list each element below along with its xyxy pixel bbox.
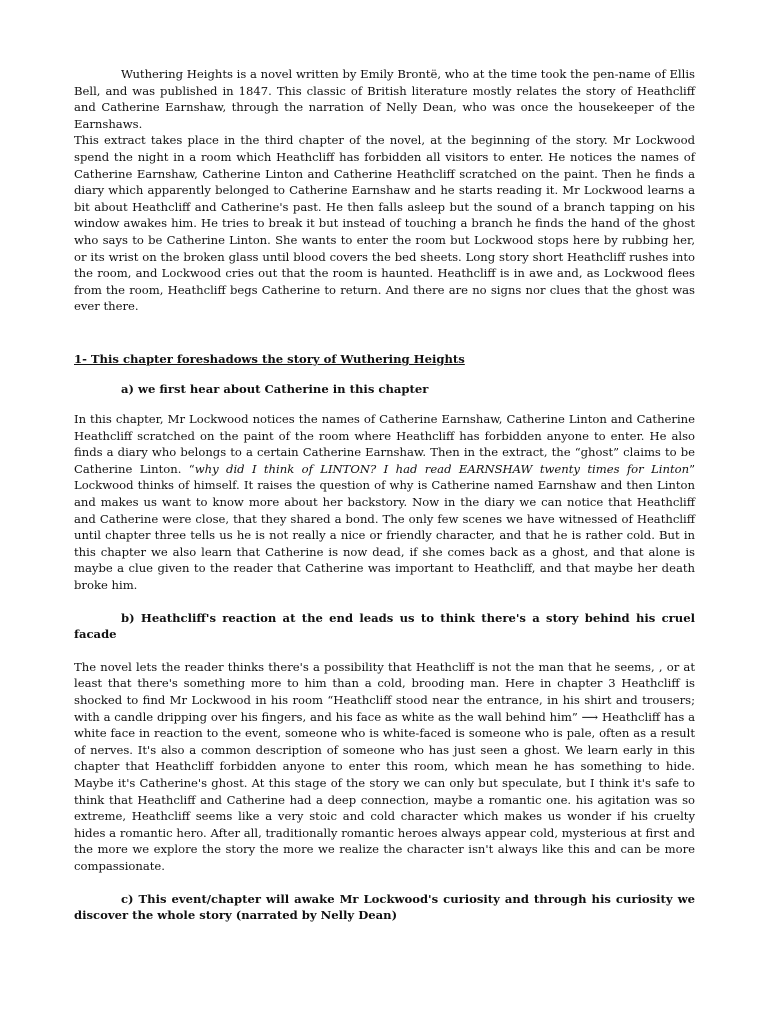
intro-paragraph-2: This extract takes place in the third chapter of the novel, at the beginning of the story. Mr Lockwood spend the night in a room which Heathcliff has forbidden all visitors to enter. He notices the names of Catherine Earnshaw, Catherine Linton and Catherine Heathcliff scratched on the paint. Then he finds a diary which apparently belonged to Catherine Earnshaw and he starts reading it. Mr Lockwood learns a bit about Heathcliff and Catherine's past. He then falls asleep but the sound of a branch tapping on his window awakes him. He tries to break it but instead of touching a branch he finds the hand of the ghost who says to be Catherine Linton. She wants to enter the room but Lockwood stops here by rubbing her, or its wrist on the broken glass until blood covers the bed sheets. Long story short Heathcliff rushes into the room, and Lockwood cries out that the room is haunted. Heathcliff is in awe and, as Lockwood flees from the room, Heathcliff begs Catherine to return. And there are no signs nor clues that the ghost was ever there. bbox=[74, 133, 695, 314]
document-body bbox=[74, 66, 695, 924]
subheading-a: a) we first hear about Catherine in this chapter bbox=[121, 381, 429, 396]
paragraph-a bbox=[74, 411, 695, 594]
paragraph-a-quote: why did I think of LINTON? I had read EARNSHAW twenty times for Linton bbox=[194, 461, 690, 476]
paragraph-a-text-1: In this chapter, Mr Lockwood notices the names of Catherine Earnshaw, Catherine Linton and Catherine Heathcliff scratched on the paint of the room where Heathcliff has forbidden anyone to enter. He also finds a diary who belongs to a certain Catherine Earnshaw. Then in the extract, the “ghost” claims to be Catherine Linton. “ bbox=[74, 412, 695, 476]
paragraph-b: The novel lets the reader thinks there's a possibility that Heathcliff is not the man that he seems, , or at least that there's something more to him than a cold, brooding man. Here in chapter 3 Heathcliff is shocked to find Mr Lockwood in his room “Heathcliff stood near the entrance, in his shirt and trousers; with a candle dripping over his fingers, and his face as white as the wall behind him” ⟶ Heathcliff has a white face in reaction to the event, someone who is white-faced is someone who is pale, often as a result of nerves. It's also a common description of someone who has just seen a ghost. We learn early in this chapter that Heathcliff forbidden anyone to enter this room, which mean he has something to hide. Maybe it's Catherine's ghost. At this stage of the story we can only but speculate, but I think it's safe to think that Heathcliff and Catherine had a deep connection, maybe a romantic one. his agitation was so extreme, Heathcliff seems like a very stoic and cold character which makes us wonder if his cruelty hides a romantic hero. After all, traditionally romantic heroes always appear cold, mysterious at first and the more we explore the story the more we realize the character isn't always like this and can be more compassionate. bbox=[74, 659, 695, 873]
paragraph-a-text-2: ” Lockwood thinks of himself. It raises the question of why is Catherine named Earnshaw and then Linton and makes us want to know more about her backstory. Now in the diary we can notice that Heathcliff and Catherine were close, that they shared a bond. The only few scenes we have witnessed of Heathcliff until chapter three tells us he is not really a nice or friendly character, and that he is rather cold. But in this chapter we also learn that Catherine is now dead, if she comes back as a ghost, and that alone is maybe a clue given to the reader that Catherine was important to Heathcliff, and that maybe her death broke him. bbox=[74, 461, 696, 593]
section-heading-1: 1- This chapter foreshadows the story of Wuthering Heights bbox=[74, 351, 465, 366]
subheading-c: c) This event/chapter will awake Mr Lockwood's curiosity and through his curiosity we discover the whole story (narrated by Nelly Dean) bbox=[74, 891, 695, 923]
intro-paragraph-1: Wuthering Heights is a novel written by Emily Brontë, who at the time took the pen-name of Ellis Bell, and was published in 1847. This classic of British literature mostly relates the story of Heathcliff and Catherine Earnshaw, through the narration of Nelly Dean, who was once the housekeeper of the Earnshaws. bbox=[74, 67, 695, 131]
subheading-b: b) Heathcliff's reaction at the end leads us to think there's a story behind his cruel facade bbox=[74, 610, 695, 642]
